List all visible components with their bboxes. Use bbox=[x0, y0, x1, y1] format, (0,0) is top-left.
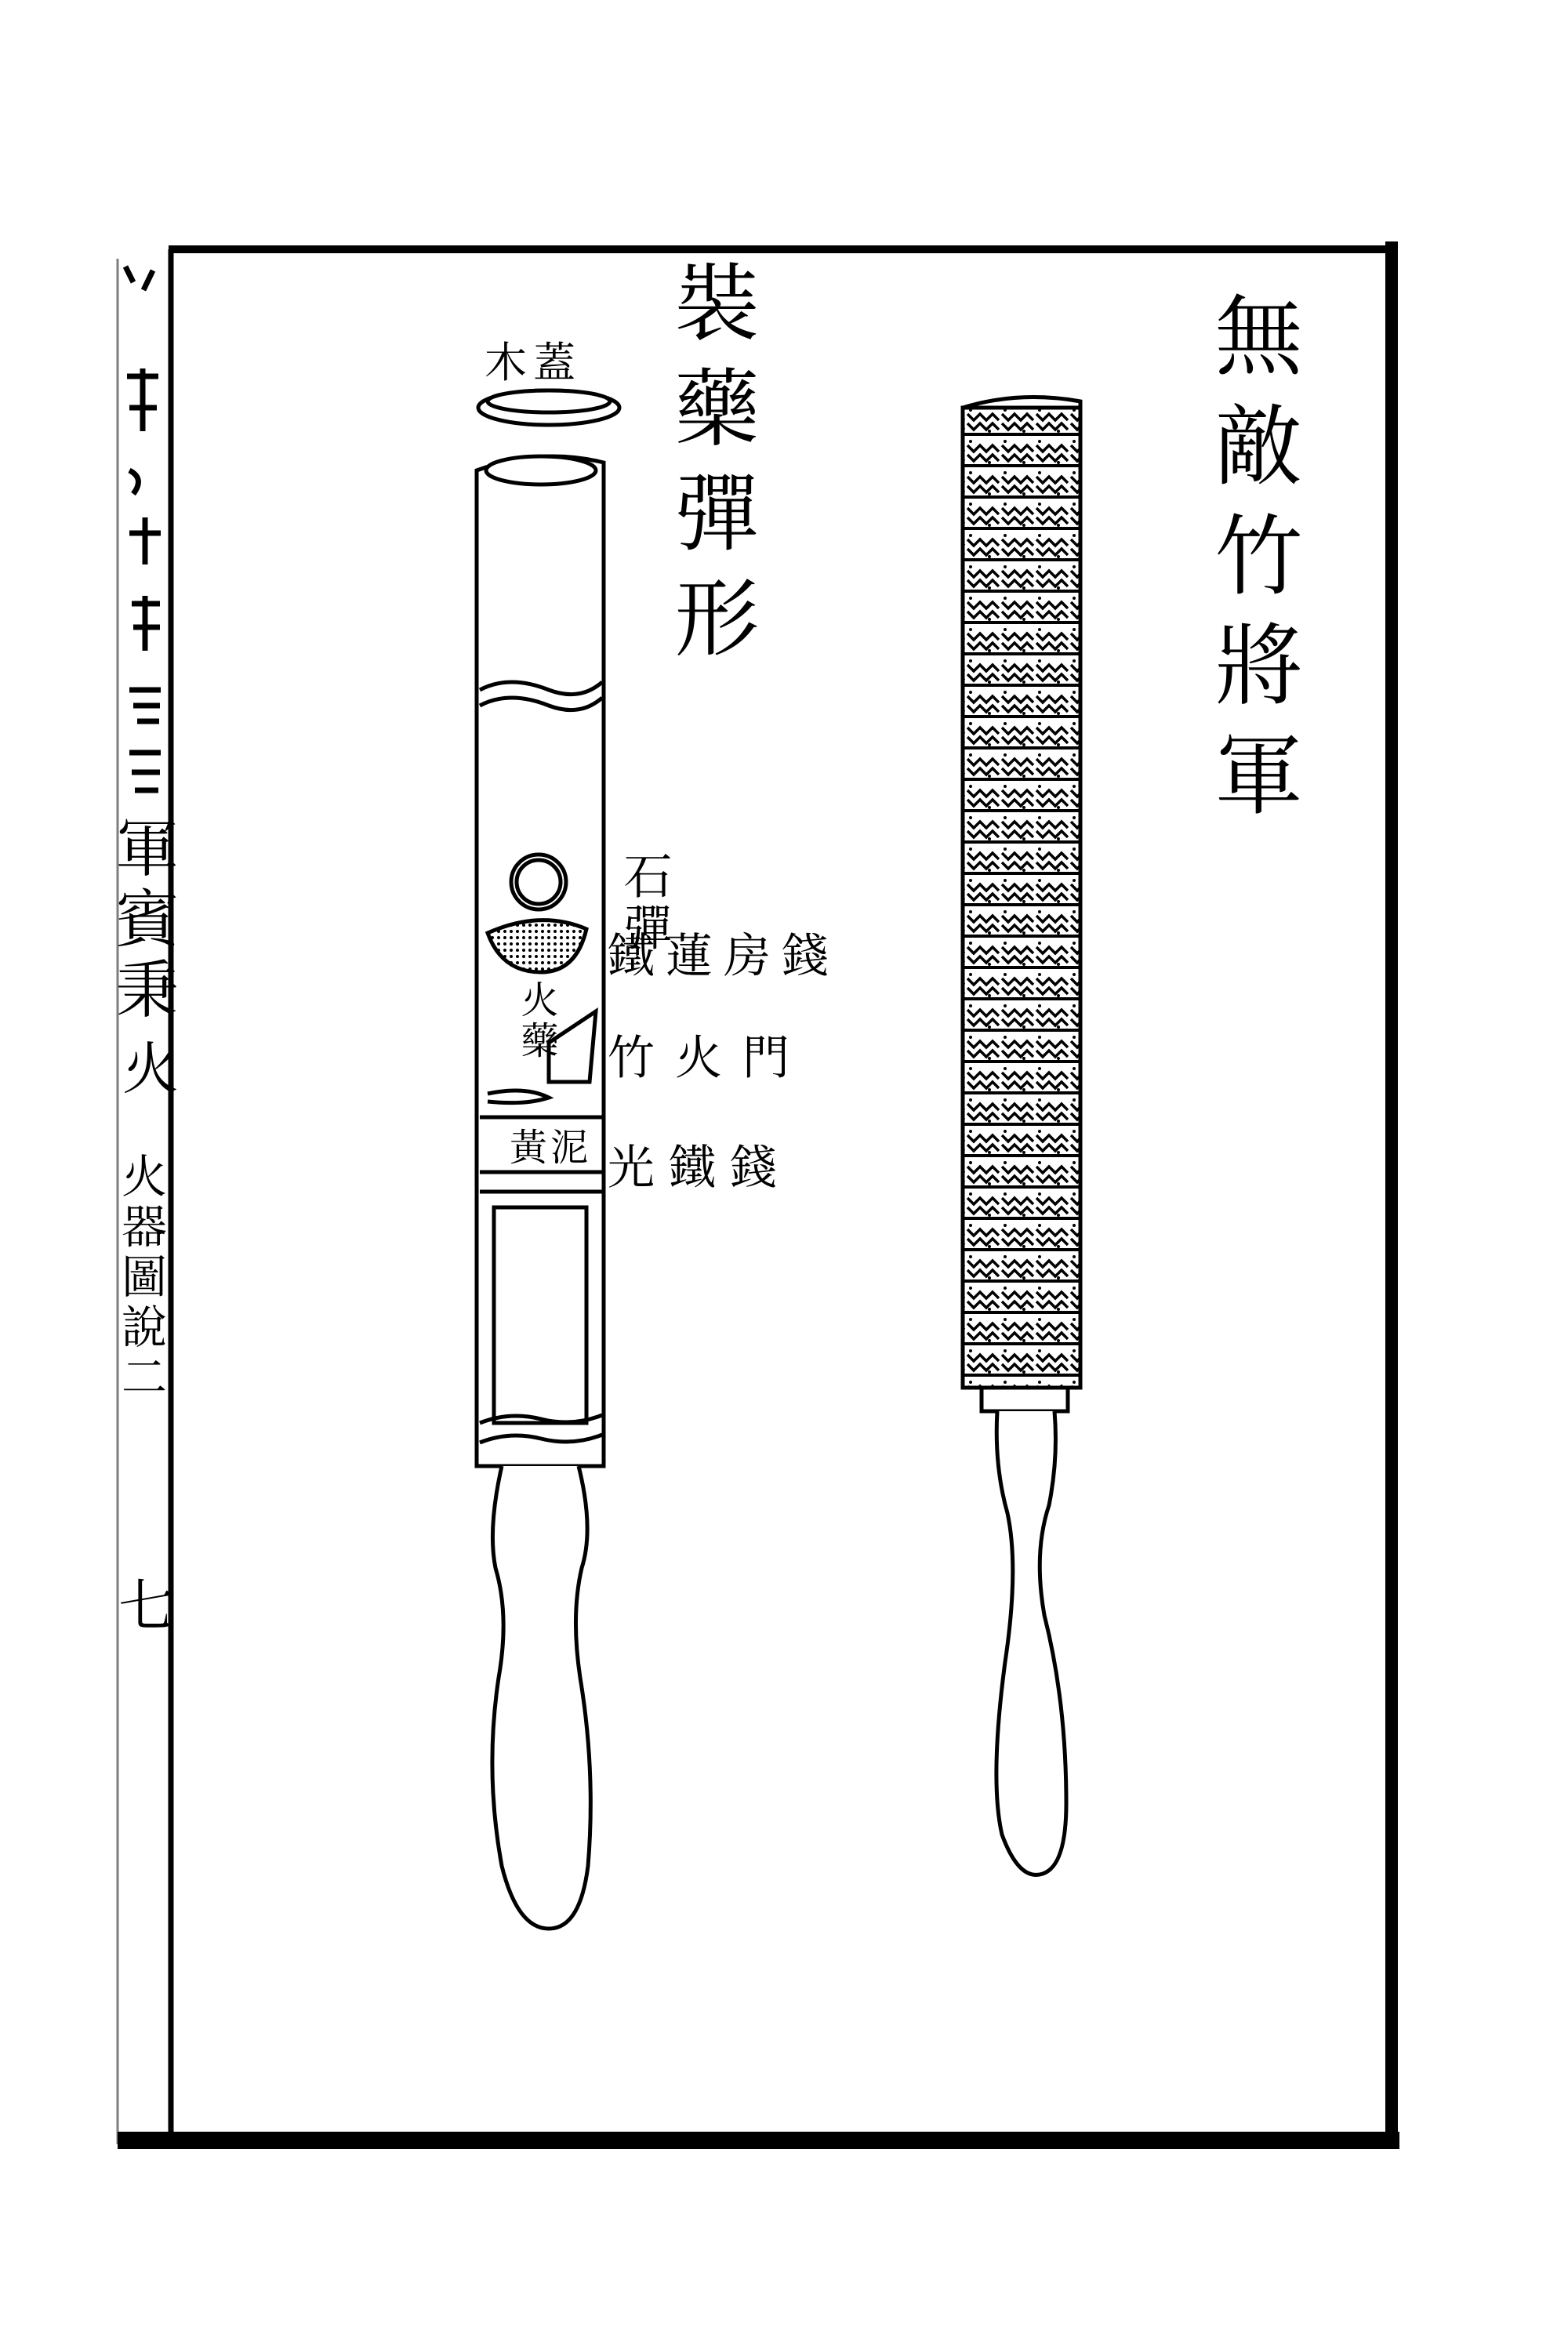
loaded-shell-title: 裝藥彈形 bbox=[660, 259, 758, 679]
label-yellow-mud: 黃泥 bbox=[510, 1126, 592, 1170]
margin-book-title: 軍賓秉 bbox=[105, 815, 178, 1027]
label-wooden-lid: 木蓋 bbox=[485, 338, 582, 387]
bamboo-cannon-title: 無敵竹將軍 bbox=[1200, 290, 1302, 839]
bamboo-cannon-drawing bbox=[963, 397, 1080, 1875]
margin-strokes bbox=[125, 267, 161, 790]
label-stone-ball: 石彈 bbox=[615, 851, 673, 954]
label-bamboo-fire-gate: 竹火門 bbox=[608, 1031, 810, 1086]
margin-page-number: 七 bbox=[109, 1576, 175, 1632]
label-iron-lotus-cake: 鐵蓮房錢 bbox=[608, 929, 840, 984]
margin-chapter: 火器圖說二 bbox=[114, 1152, 167, 1403]
label-fire-flower: 火藥 bbox=[514, 980, 558, 1062]
label-light-iron-cake: 光鐵錢 bbox=[608, 1141, 791, 1196]
margin-section: 火 bbox=[113, 1039, 179, 1095]
